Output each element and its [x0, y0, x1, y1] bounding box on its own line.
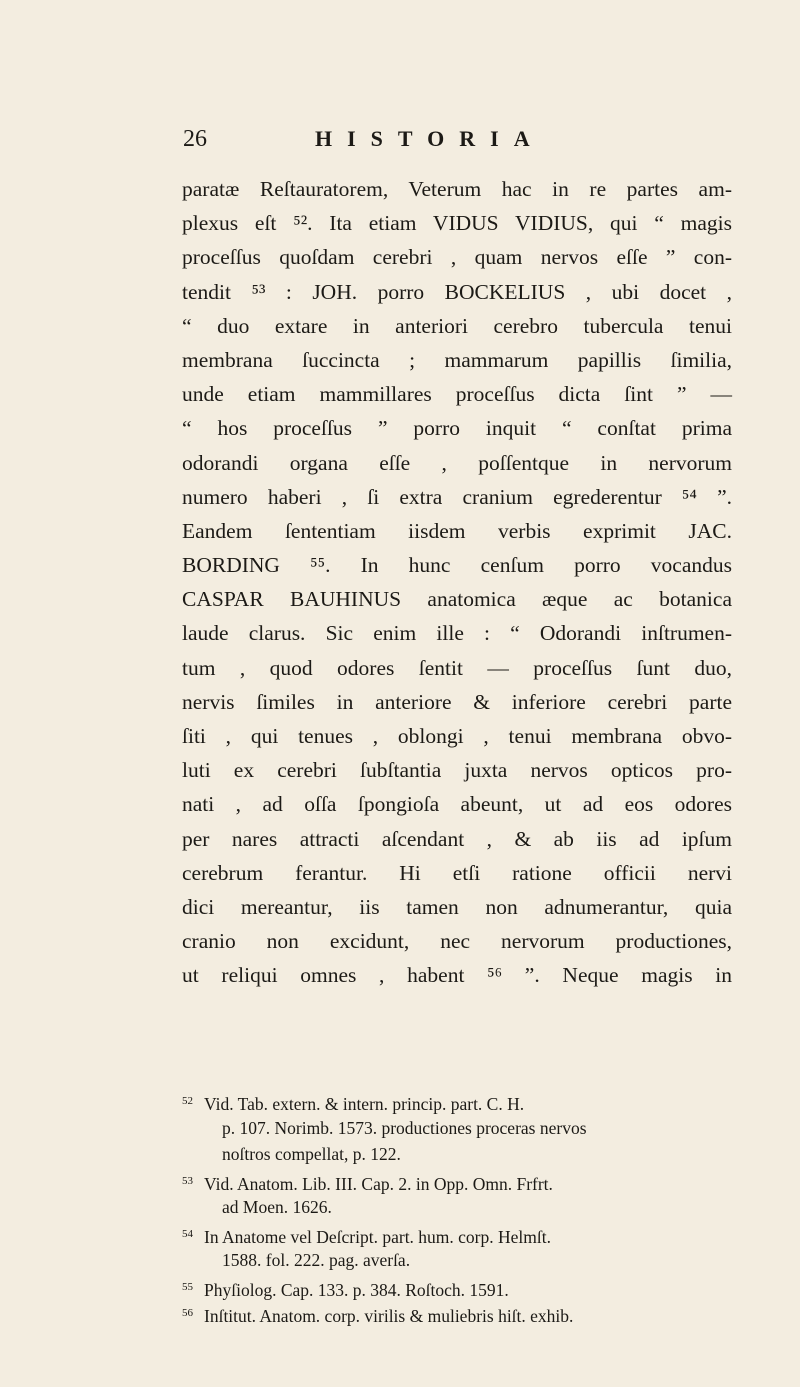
footnote-line: [182, 1141, 737, 1168]
text-line: odorandi organa eſſe , poſſentque in nervorum: [182, 450, 732, 475]
text-line: dici mereantur, iis tamen non adnumerantur, quia: [182, 894, 732, 919]
footnote-line: [182, 1168, 737, 1195]
text-line: unde etiam mammillares proceſſus dicta ſint ” —: [182, 382, 732, 407]
text-line: cranio non excidunt, nec nervorum productiones,: [182, 929, 732, 954]
text-line: numero haberi , ſi extra cranium egrederentur ⁵⁴ ”.: [182, 484, 732, 509]
footnote-text: Inſtitut. Anatom. corp. virilis & muliebris hiſt. exhib.: [204, 1306, 574, 1326]
text-line: nervis ſimiles in anteriore & inferiore cerebri parte: [182, 689, 732, 714]
text-line: CASPAR BAUHINUS anatomica æque ac botanica: [182, 587, 732, 612]
footnote-text: noſtros compellat, p. 122.: [222, 1144, 401, 1164]
footnote-mark: 52: [182, 1095, 193, 1107]
footnote-line: [182, 1300, 737, 1327]
footnote-line: [182, 1194, 737, 1221]
text-line: proceſſus quoſdam cerebri , quam nervos eſſe ” con-: [182, 245, 732, 270]
footnotes: [182, 1088, 737, 1327]
footnote-text: In Anatome vel Deſcript. part. hum. corp. Helmſt.: [204, 1226, 551, 1247]
body-text: [182, 172, 732, 993]
text-line: “ duo extare in anteriori cerebro tubercula tenui: [182, 313, 732, 338]
footnote-text: p. 107. Norimb. 1573. productiones proceras nervos: [222, 1117, 587, 1138]
text-line: paratæ Reſtauratorem, Veterum hac in re partes am-: [182, 177, 732, 201]
text-line: ſiti , qui tenues , oblongi , tenui membrana obvo-: [182, 724, 732, 748]
footnote-text: ad Moen. 1626.: [222, 1197, 332, 1217]
text-line: tendit ⁵³ : JOH. porro BOCKELIUS , ubi docet ,: [182, 279, 732, 304]
text-line: tum , quod odores ſentit — proceſſus ſunt duo,: [182, 655, 732, 680]
text-line: nati , ad oſſa ſpongioſa abeunt, ut ad eos odores: [182, 792, 732, 817]
footnote-text: 1588. fol. 222. pag. averſa.: [222, 1250, 411, 1270]
footnote-line: [182, 1088, 737, 1115]
text-line: luti ex cerebri ſubſtantia juxta nervos opticos pro-: [182, 758, 732, 783]
text-line: ut reliqui omnes , habent ⁵⁶ ”. Neque magis in: [182, 963, 732, 988]
footnote-line: [182, 1115, 737, 1142]
text-line: plexus eſt ⁵². Ita etiam VIDUS VIDIUS, qui “ magis: [182, 211, 732, 236]
footnote-mark: 54: [182, 1227, 193, 1240]
footnote-mark: 55: [182, 1280, 193, 1293]
text-line: cerebrum ferantur. Hi etſi ratione officii nervi: [182, 860, 732, 885]
footnote-text: Vid. Tab. extern. & intern. princip. part. C. H.: [204, 1094, 525, 1114]
footnote-line: [182, 1247, 737, 1274]
footnote-mark: 56: [182, 1307, 193, 1319]
page-number: 26: [183, 126, 207, 152]
text-line: BORDING ⁵⁵. In hunc cenſum porro vocandus: [182, 553, 732, 578]
text-line: “ hos proceſſus ” porro inquit “ conſtat prima: [182, 416, 732, 441]
footnote-line: [182, 1274, 737, 1301]
running-head: HISTORIA: [315, 126, 545, 151]
text-line: Eandem ſententiam iisdem verbis exprimit JAC.: [182, 518, 732, 543]
footnote-text: Vid. Anatom. Lib. III. Cap. 2. in Opp. Omn. Frfrt.: [204, 1173, 553, 1194]
footnote-line: [182, 1221, 737, 1248]
footnote-text: Phyſiolog. Cap. 133. p. 384. Roſtoch. 1591.: [204, 1279, 509, 1300]
text-line: per nares attracti aſcendant , & ab iis ad ipſum: [182, 826, 732, 851]
text-line: membrana ſuccincta ; mammarum papillis ſimilia,: [182, 347, 732, 372]
text-line: laude clarus. Sic enim ille : “ Odorandi inſtrumen-: [182, 621, 732, 646]
page-header: [0, 126, 800, 166]
footnote-mark: 53: [182, 1174, 193, 1187]
